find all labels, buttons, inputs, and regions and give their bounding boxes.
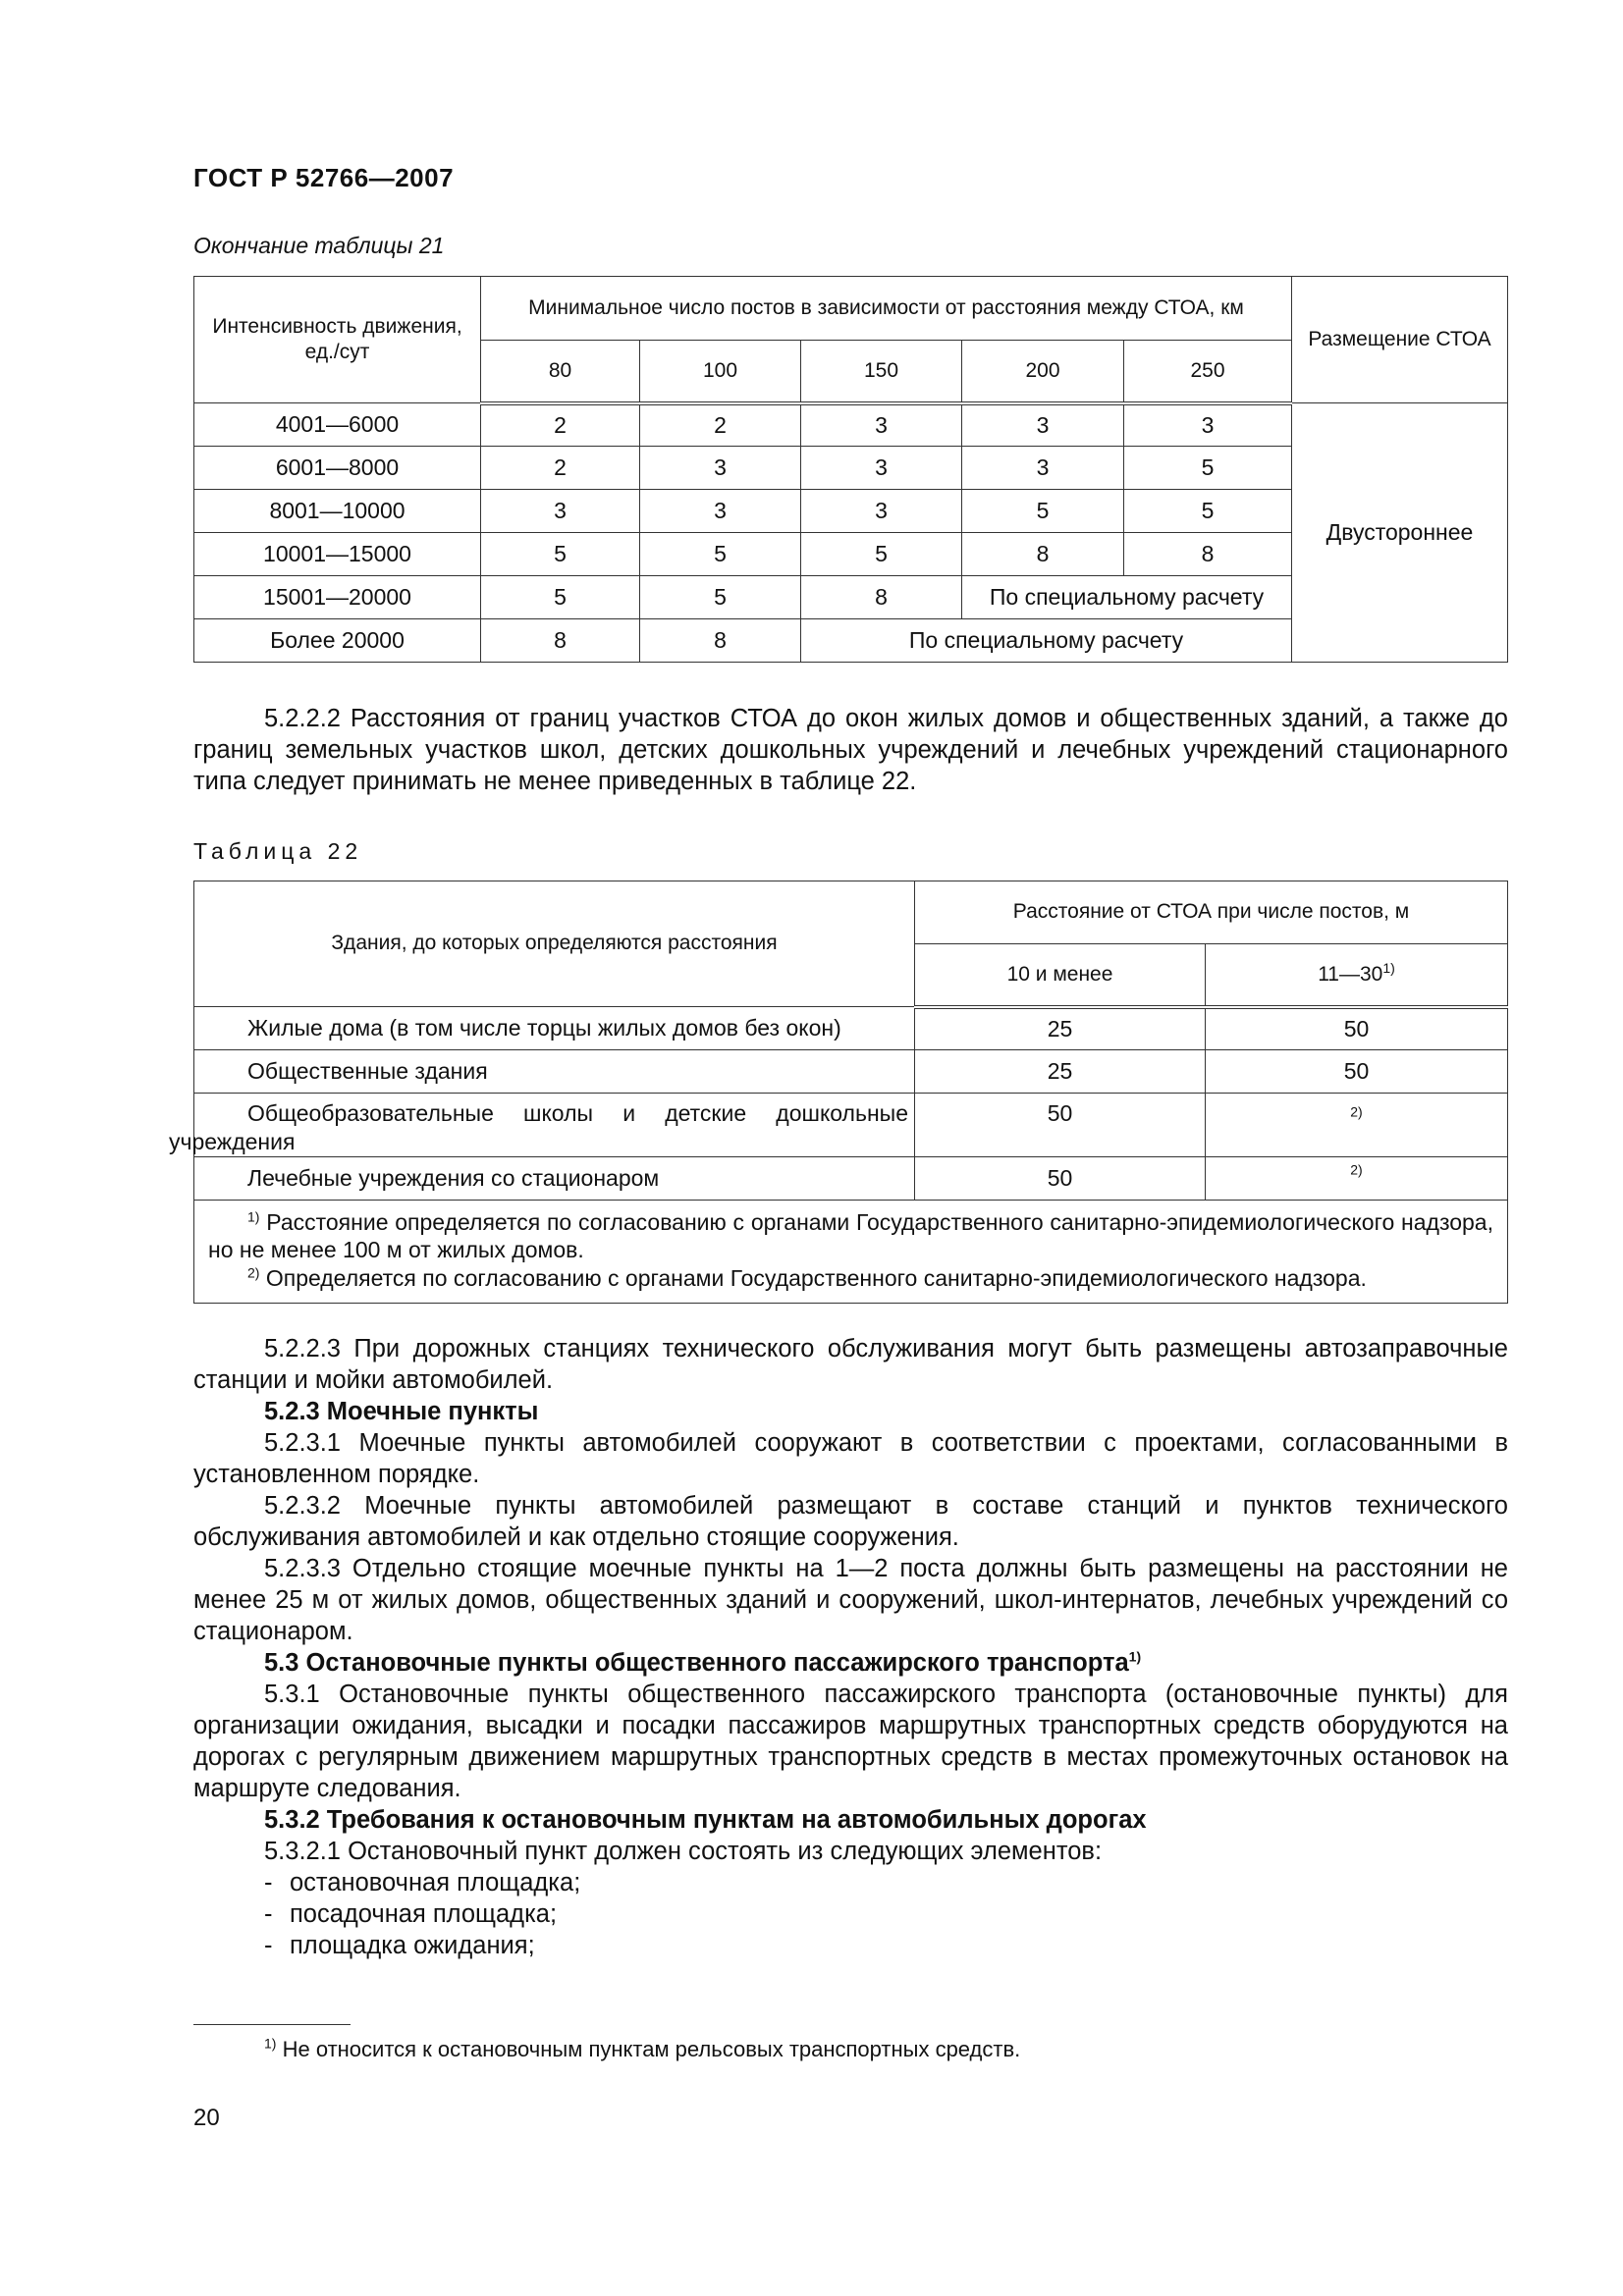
cell-value: 5 (1124, 490, 1292, 533)
cell-range: 10001—15000 (194, 533, 481, 576)
table-notes (194, 1200, 1508, 1303)
cell-value: 3 (481, 490, 640, 533)
page-number: 20 (193, 2105, 220, 2131)
cell-value: 3 (962, 447, 1124, 490)
cell-special: По специальному расчету (962, 576, 1292, 619)
footnote-mark: 1) (1382, 959, 1395, 976)
header-min-posts: Минимальное число постов в зависимости от расстояния между СТОА, км (481, 277, 1292, 341)
paragraph-531: 5.3.1 Остановочные пункты общественного пассажирского транспорта (остановочные пункты) для организации ожидания, высадки и посадки пассажиров маршрутных транспортных средств оборудуются на дорогах с регулярным движением маршрутных транспортных средств в местах промежуточных остановок на маршруте следования. (193, 1681, 1508, 1802)
document-id: ГОСТ Р 52766—2007 (193, 163, 455, 192)
cell-range: Более 20000 (194, 619, 481, 663)
header-col-11-30 (1206, 944, 1508, 1007)
table-row (194, 1050, 1508, 1094)
footnote-mark: 1) (1128, 1648, 1142, 1665)
cell-range: 4001—6000 (194, 403, 481, 447)
header-placement: Размещение СТОА (1292, 277, 1508, 403)
header-distance: 250 (1124, 341, 1292, 403)
header-distance: 150 (801, 341, 962, 403)
table22-caption: Таблица 22 (193, 838, 363, 864)
page-footnote-text: Не относится к остановочным пунктам рельсовых транспортных средств. (282, 2037, 1021, 2061)
header-distance: Расстояние от СТОА при числе постов, м (915, 881, 1508, 944)
footnote-mark: 1) (247, 1207, 260, 1224)
table-note-1-text: Расстояние определяется по согласованию с органами Государственного санитарно-эпидемиологического надзора, но не менее 100 м от жилых домов. (208, 1208, 1493, 1263)
table-row (194, 1156, 1508, 1200)
cell-value (1206, 1050, 1508, 1094)
cell-value: 5 (640, 533, 801, 576)
list-item (193, 1867, 1508, 1898)
table-notes-row (194, 1200, 1508, 1303)
cell-building: Жилые дома (в том числе торцы жилых домов без окон) (194, 1007, 915, 1050)
cell-value: 25 (915, 1007, 1206, 1050)
cell-building-text: Общеобразовательные школы и детские дошкольные (247, 1100, 908, 1126)
paragraph-5233: 5.2.3.3 Отдельно стоящие моечные пункты на 1—2 поста должны быть размещены на расстоянии не менее 25 м от жилых домов, общественных зданий и сооружений, школ-интернатов, лечебных учреждений со стационаром. (193, 1555, 1508, 1645)
header-distance: 200 (962, 341, 1124, 403)
paragraph-5232: 5.2.3.2 Моечные пункты автомобилей размещают в составе станций и пунктов технического обслуживания автомобилей и как отдельно стоящие сооружения. (193, 1492, 1508, 1551)
heading-523: 5.2.3 Моечные пункты (264, 1398, 539, 1425)
table-row (194, 403, 1508, 447)
table-note-1 (208, 1208, 1493, 1265)
cell-value: 5 (481, 576, 640, 619)
cell-value: 3 (801, 447, 962, 490)
cell-building-text-wrap: учреждения (169, 1128, 296, 1154)
cell-value-text: 50 (1343, 1015, 1370, 1041)
cell-range: 15001—20000 (194, 576, 481, 619)
list-marker: - (264, 1932, 273, 1959)
cell-value: 8 (640, 619, 801, 663)
cell-value: 3 (962, 403, 1124, 447)
heading-53-text: 5.3 Остановочные пункты общественного пассажирского транспорта (264, 1649, 1129, 1677)
cell-value-text: 50 (1343, 1058, 1370, 1085)
cell-value: 5 (640, 576, 801, 619)
cell-value: 3 (640, 490, 801, 533)
footnote-divider (193, 2024, 351, 2025)
cell-value: 8 (801, 576, 962, 619)
footnote-mark: 2) (1350, 1160, 1363, 1177)
cell-value (1206, 1094, 1508, 1157)
list-marker: - (264, 1869, 273, 1896)
cell-value: 5 (801, 533, 962, 576)
cell-building: Общественные здания (194, 1050, 915, 1094)
paragraph-5222: 5.2.2.2 Расстояния от границ участков СТОА до окон жилых домов и общественных зданий, а также до границ земельных участков школ, детских дошкольных учреждений и лечебных учреждений стационарного типа следует принимать не менее приведенных в таблице 22. (193, 705, 1508, 795)
cell-building (169, 1094, 915, 1157)
cell-value: 3 (640, 447, 801, 490)
cell-value (1206, 1156, 1508, 1200)
list-item (193, 1930, 1508, 1961)
cell-building: Лечебные учреждения со стационаром (194, 1156, 915, 1200)
header-buildings: Здания, до которых определяются расстояния (194, 881, 915, 1007)
cell-value: 3 (1124, 403, 1292, 447)
list-item-text: посадочная площадка; (290, 1900, 558, 1928)
footnote-mark: 2) (247, 1264, 260, 1281)
heading-532: 5.3.2 Требования к остановочным пунктам на автомобильных дорогах (264, 1806, 1147, 1834)
list-marker: - (264, 1900, 273, 1928)
table-note-2 (208, 1264, 1493, 1293)
cell-value: 2 (481, 403, 640, 447)
cell-value: 3 (801, 403, 962, 447)
list-item-text: остановочная площадка; (290, 1869, 581, 1896)
table21-caption: Окончание таблицы 21 (193, 233, 445, 258)
cell-range: 6001—8000 (194, 447, 481, 490)
cell-value: 2 (640, 403, 801, 447)
cell-value (1206, 1007, 1508, 1050)
header-col-11-30-label: 11—30 (1318, 962, 1383, 986)
cell-value: 5 (1124, 447, 1292, 490)
paragraph-5223: 5.2.2.3 При дорожных станциях технического обслуживания могут быть размещены автозаправочные станции и мойки автомобилей. (193, 1335, 1508, 1394)
header-intensity: Интенсивность движения, ед./сут (194, 277, 481, 403)
table-22 (169, 881, 1508, 1304)
paragraph-5231: 5.2.3.1 Моечные пункты автомобилей сооружают в соответствии с проектами, согласованными в установленном порядке. (193, 1429, 1508, 1488)
footnote-mark: 2) (1350, 1103, 1363, 1120)
cell-value: 2 (481, 447, 640, 490)
table-21 (193, 276, 1508, 663)
cell-value: 50 (915, 1094, 1206, 1157)
page-footnote (264, 2037, 1020, 2062)
header-distance: 100 (640, 341, 801, 403)
list-item (193, 1898, 1508, 1930)
heading-53 (193, 1647, 1508, 1679)
cell-value: 3 (801, 490, 962, 533)
cell-special: По специальному расчету (801, 619, 1292, 663)
table-note-2-text: Определяется по согласованию с органами Государственного санитарно-эпидемиологического надзора. (265, 1265, 1367, 1291)
cell-value: 5 (962, 490, 1124, 533)
header-col-10-less: 10 и менее (915, 944, 1206, 1007)
cell-value: 50 (915, 1156, 1206, 1200)
body-section (193, 1333, 1508, 1961)
table-row (194, 1007, 1508, 1050)
cell-value: 8 (1124, 533, 1292, 576)
cell-value: 5 (481, 533, 640, 576)
footnote-mark: 1) (264, 2035, 277, 2052)
table-row (194, 1094, 1508, 1157)
paragraph-5222-block (193, 703, 1508, 797)
cell-value: 8 (481, 619, 640, 663)
paragraph-5321: 5.3.2.1 Остановочный пункт должен состоять из следующих элементов: (264, 1838, 1103, 1865)
cell-value: 8 (962, 533, 1124, 576)
cell-placement: Двустороннее (1292, 403, 1508, 663)
list-item-text: площадка ожидания; (290, 1932, 535, 1959)
cell-range: 8001—10000 (194, 490, 481, 533)
header-distance: 80 (481, 341, 640, 403)
cell-value: 25 (915, 1050, 1206, 1094)
